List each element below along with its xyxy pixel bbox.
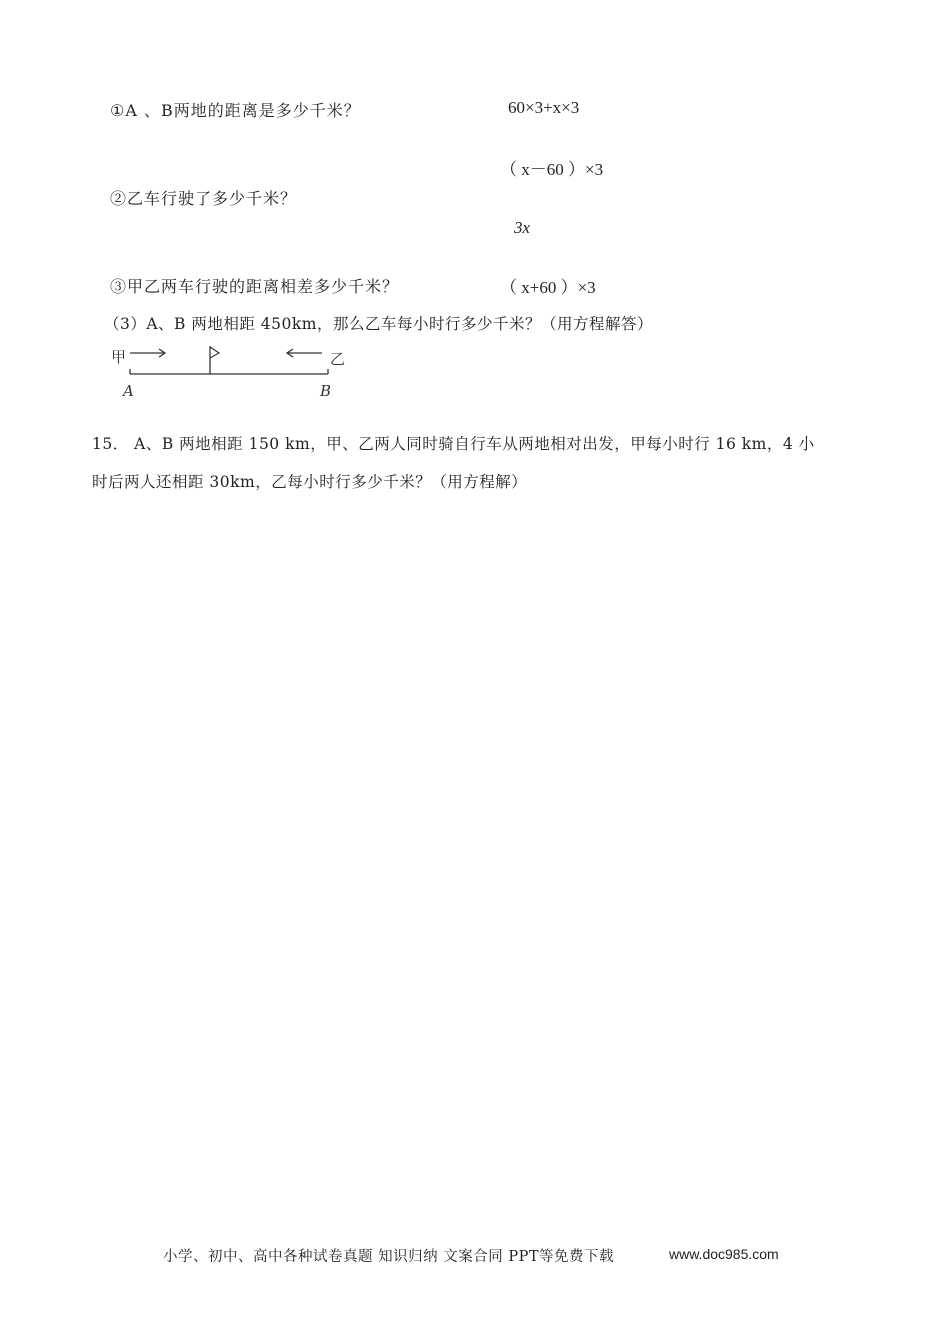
expression-1: 60×3+x×3 — [508, 98, 580, 117]
expression-4: （ x+60 ）×3 — [500, 278, 596, 297]
question-3: ③甲乙两车行驶的距离相差多少千米？ — [110, 277, 400, 296]
expression-3: 3x — [514, 218, 531, 237]
expression-2: （ x－60 ）×3 — [500, 160, 604, 179]
question-1: ①A 、B两地的距离是多少千米？ — [110, 101, 361, 120]
label-b: B — [320, 382, 332, 400]
problem-15-line-1: 15． A、B 两地相距 150 km，甲、乙两人同时骑自行车从两地相对出发，甲每小时行 16 km，4 小 — [92, 435, 815, 453]
label-a: A — [123, 382, 134, 400]
question-2: ②乙车行驶了多少千米？ — [110, 189, 298, 208]
problem-15-line-2: 时后两人还相距 30km，乙每小时行多少千米？（用方程解） — [92, 473, 528, 491]
label-jia: 甲 — [111, 348, 127, 366]
left-arrow-icon — [287, 349, 322, 357]
journey-diagram — [108, 342, 358, 404]
flag-icon — [210, 346, 219, 374]
footer-text: 小学、初中、高中各种试卷真题 知识归纳 文案合同 PPT等免费下载 — [163, 1249, 615, 1265]
right-arrow-icon — [130, 349, 165, 357]
label-yi: 乙 — [330, 350, 346, 368]
footer-link[interactable]: www.doc985.com — [669, 1246, 779, 1262]
sub-question-3: （3）A、B 两地相距 450km，那么乙车每小时行多少千米？（用方程解答） — [104, 315, 653, 333]
